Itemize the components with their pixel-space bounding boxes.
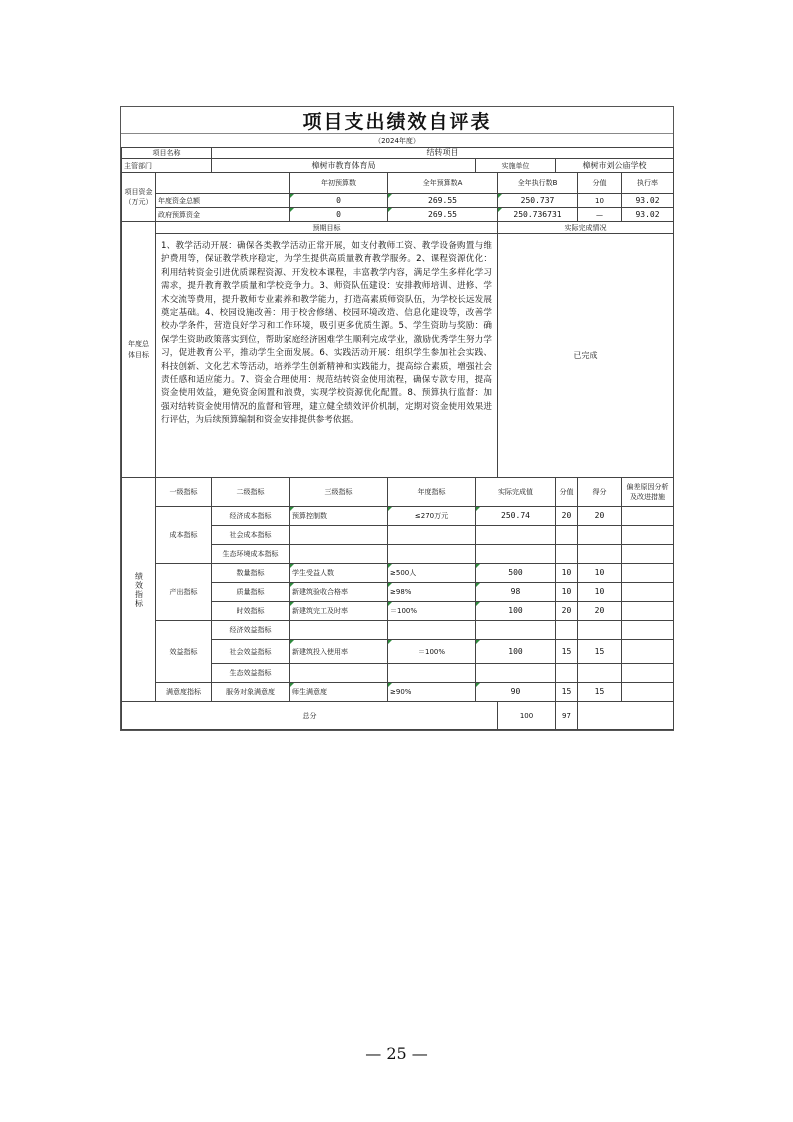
indicator-target: ＝100% <box>388 602 476 621</box>
indicator-header-l1: 一级指标 <box>156 478 212 507</box>
indicator-value <box>556 526 578 545</box>
indicator-actual: 250.74 <box>476 507 556 526</box>
indicator-l2: 质量指标 <box>212 583 290 602</box>
form-title: 项目支出绩效自评表 <box>121 107 673 134</box>
funds-annual: 269.55 <box>388 194 498 208</box>
indicator-l3 <box>290 526 388 545</box>
indicator-target: ≥500人 <box>388 564 476 583</box>
indicator-target: ≥98% <box>388 583 476 602</box>
indicator-value <box>556 621 578 640</box>
indicator-target: ＝100% <box>388 640 476 664</box>
indicator-actual <box>476 621 556 640</box>
funds-row-name: 政府预算资金 <box>156 208 290 222</box>
indicator-value <box>556 664 578 683</box>
funds-header-annual: 全年预算数A <box>388 173 498 194</box>
indicator-score <box>578 526 622 545</box>
actual-completion-text: 已完成 <box>498 234 674 478</box>
funds-label: 项目资金（万元） <box>122 173 156 222</box>
funds-header-rate: 执行率 <box>622 173 674 194</box>
indicator-header-note: 偏差原因分析及改进措施 <box>622 478 674 507</box>
funds-blank <box>156 173 290 194</box>
indicator-l1: 成本指标 <box>156 507 212 564</box>
project-name-value: 结转项目 <box>212 148 674 159</box>
indicator-l1: 产出指标 <box>156 564 212 621</box>
indicator-note <box>622 683 674 702</box>
indicator-l2: 生态环境成本指标 <box>212 545 290 564</box>
indicator-header-score: 得分 <box>578 478 622 507</box>
indicator-value <box>556 545 578 564</box>
performance-indicators-label-text: 绩效指标 <box>134 571 144 608</box>
expected-goal-text: 1、教学活动开展：确保各类教学活动正常开展，如支付教师工资、教学设备购置与维护费用等，保证教学秩序稳定，为学生提供高质量教育教学服务。2、课程资源优化：利用结转资金引进优质课程资源、开发校本课程，丰富教学内容，满足学生多样化学习需求，提升教育教学质量和学校竞争力。3、师资队伍建设：安排教师培训、进修、学术交流等费用，提升教师专业素养和教学能力，打造高素质师资队伍，为学校长远发展奠定基础。4、校园设施改善：用于校舍修缮、校园环境改造、信息化建设等，改善学校办学条件，营造良好学习和工作环境，吸引更多优质生源。5、学生资助与奖励：确保学生资助政策落实到位，帮助家庭经济困难学生顺利完成学业，激励优秀学生努力学习，促进教育公平，推动学生全面发展。6、实践活动开展：组织学生参加社会实践、科技创新、文化艺术等活动，培养学生创新精神和实践能力，提高综合素质，增强社会责任感和适应能力。7、资金合理使用：规范结转资金使用流程，确保专款专用，提高资金使用效益，避免资金闲置和浪费，实现学校资源优化配置。8、预算执行监督：加强对结转资金使用情况的监督和管理，建立健全绩效评价机制，定期对资金使用效果进行评估，为后续预算编制和资金安排提供参考依据。 <box>156 234 498 478</box>
indicator-value: 10 <box>556 583 578 602</box>
indicator-header-value: 分值 <box>556 478 578 507</box>
indicator-target <box>388 526 476 545</box>
indicator-l3: 新建筑验收合格率 <box>290 583 388 602</box>
funds-initial: 0 <box>290 208 388 222</box>
funds-score-value: — <box>578 208 622 222</box>
indicator-score: 15 <box>578 683 622 702</box>
actual-completion-header: 实际完成情况 <box>498 222 674 234</box>
funds-row-name: 年度资金总额 <box>156 194 290 208</box>
indicator-header-actual: 实际完成值 <box>476 478 556 507</box>
indicator-note <box>622 621 674 640</box>
indicator-note <box>622 602 674 621</box>
indicator-l3: 新建筑投入使用率 <box>290 640 388 664</box>
indicator-l2: 社会成本指标 <box>212 526 290 545</box>
total-score: 97 <box>556 702 578 730</box>
indicator-l3 <box>290 664 388 683</box>
indicator-actual <box>476 526 556 545</box>
indicator-actual: 100 <box>476 602 556 621</box>
indicator-note <box>622 664 674 683</box>
funds-executed: 250.737 <box>498 194 578 208</box>
dept-value: 樟树市教育体育局 <box>212 159 476 173</box>
indicator-score: 10 <box>578 564 622 583</box>
total-value: 100 <box>498 702 556 730</box>
funds-header-executed: 全年执行数B <box>498 173 578 194</box>
evaluation-table <box>121 147 674 730</box>
performance-self-evaluation-form <box>120 106 674 731</box>
indicator-value: 15 <box>556 640 578 664</box>
indicator-score: 15 <box>578 640 622 664</box>
indicator-l3: 新建筑完工及时率 <box>290 602 388 621</box>
indicator-note <box>622 564 674 583</box>
funds-rate: 93.02 <box>622 194 674 208</box>
indicator-actual: 500 <box>476 564 556 583</box>
indicator-l3 <box>290 621 388 640</box>
page-number: — 25 — <box>365 1044 428 1063</box>
project-name-label: 项目名称 <box>122 148 212 159</box>
indicator-l3 <box>290 545 388 564</box>
indicator-actual: 98 <box>476 583 556 602</box>
funds-initial: 0 <box>290 194 388 208</box>
indicator-note <box>622 583 674 602</box>
implementing-unit-value: 樟树市刘公庙学校 <box>556 159 674 173</box>
indicator-header-l3: 三级指标 <box>290 478 388 507</box>
indicator-score: 10 <box>578 583 622 602</box>
indicator-score <box>578 545 622 564</box>
implementing-unit-label: 实施单位 <box>476 159 556 173</box>
indicator-header-target: 年度指标 <box>388 478 476 507</box>
funds-rate: 93.02 <box>622 208 674 222</box>
indicator-l1: 效益指标 <box>156 621 212 683</box>
indicator-value: 15 <box>556 683 578 702</box>
indicator-l2: 时效指标 <box>212 602 290 621</box>
indicator-l2: 生态效益指标 <box>212 664 290 683</box>
funds-score-value: 10 <box>578 194 622 208</box>
indicator-score <box>578 621 622 640</box>
indicator-score: 20 <box>578 602 622 621</box>
funds-annual: 269.55 <box>388 208 498 222</box>
annual-goal-label <box>122 222 156 478</box>
indicator-target: ≥90% <box>388 683 476 702</box>
expected-goal-header: 预期目标 <box>156 222 498 234</box>
indicator-note <box>622 640 674 664</box>
indicator-l3: 预算控制数 <box>290 507 388 526</box>
indicator-actual: 100 <box>476 640 556 664</box>
indicator-note <box>622 507 674 526</box>
indicator-value: 20 <box>556 602 578 621</box>
indicator-score: 20 <box>578 507 622 526</box>
indicator-actual <box>476 664 556 683</box>
indicator-l2: 经济成本指标 <box>212 507 290 526</box>
performance-indicators-label <box>122 478 156 702</box>
dept-label: 主管部门 <box>122 159 212 173</box>
indicator-note <box>622 545 674 564</box>
indicator-target <box>388 664 476 683</box>
indicator-l2: 服务对象满意度 <box>212 683 290 702</box>
funds-header-score-value: 分值 <box>578 173 622 194</box>
total-note <box>578 702 674 730</box>
indicator-l3: 学生受益人数 <box>290 564 388 583</box>
form-year: （2024年度） <box>374 136 420 145</box>
indicator-target <box>388 621 476 640</box>
indicator-note <box>622 526 674 545</box>
indicator-target: ≤270万元 <box>388 507 476 526</box>
indicator-actual: 90 <box>476 683 556 702</box>
indicator-l2: 数量指标 <box>212 564 290 583</box>
funds-header-initial: 年初预算数 <box>290 173 388 194</box>
indicator-l2: 经济效益指标 <box>212 621 290 640</box>
indicator-header-l2: 二级指标 <box>212 478 290 507</box>
indicator-score <box>578 664 622 683</box>
indicator-l2: 社会效益指标 <box>212 640 290 664</box>
indicator-l1: 满意度指标 <box>156 683 212 702</box>
annual-goal-label-text: 年度总体目标 <box>128 339 149 359</box>
indicator-l3: 师生满意度 <box>290 683 388 702</box>
indicator-value: 20 <box>556 507 578 526</box>
total-label: 总分 <box>122 702 498 730</box>
indicator-target <box>388 545 476 564</box>
funds-executed: 250.736731 <box>498 208 578 222</box>
indicator-actual <box>476 545 556 564</box>
indicator-value: 10 <box>556 564 578 583</box>
